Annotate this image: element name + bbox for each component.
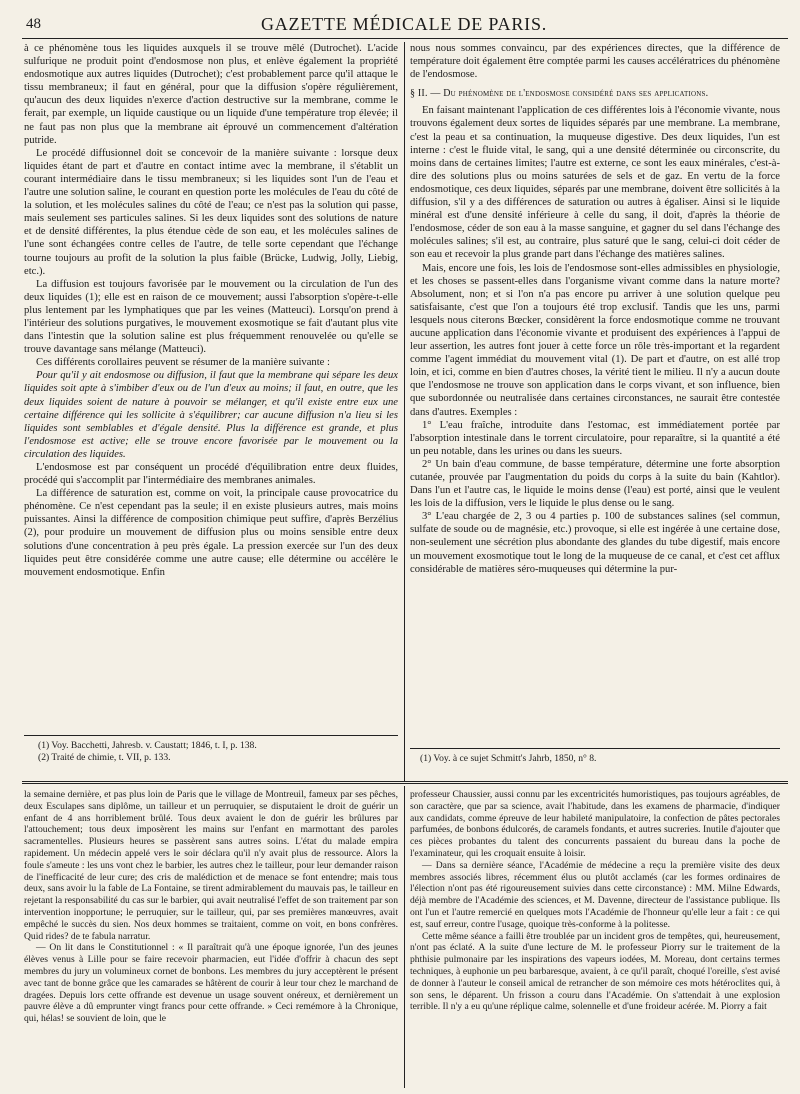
- footnotes-left: [38, 740, 398, 770]
- paragraph: En faisant maintenant l'application de ces différentes lois à l'économie vivante, nous trouvons également deux sortes de liquides séparés par une membrane. La membrane, c'est la peau et sa continuation, la muqueuse digestive. Des deux liquides, l'un est interne : c'est le fluide vital, le sang, qui a une densité déterminée ou circonscrite, du moins dans de certaines limites; l'autre est externe, ce sont les eaux minérales, c'est-à-dire des solutions plus ou moins saturées de sels et de gaz. En vertu de la force endosmotique, ces deux liquides, séparés par une membrane, doivent être sollicités à la diffusion, s'il y a des différences de saturation ou autres à égaliser. Ainsi si le liquide minéral est d'une densité inférieure à celle du sang, il doit, d'après la théorie de l'endosmose, céder de son eau à la masse sanguine, et gagner du sel dans l'échange des molécules salines; s'il est, au contraire, plus saturé que le sang, celui-ci doit céder de son eau et recevoir la plus grande part dans l'échange des matières salines.: [410, 105, 780, 261]
- paragraph: — Dans sa dernière séance, l'Académie de médecine a reçu la première visite des deux membres associés libres, récemment élus ou plutôt acclamés (car les formes ordinaires de l'élection n'ont pas été rigoureusement suivies dans cette circonstance) : MM. Milne Edwards, déjà membre de l'Académie des sciences, et M. Davenne, directeur de l'assistance publique. Ils ont l'un et l'autre remercié en quelques mots l'Académie de l'honneur qu'elle leur a fait : ce qui est, sauf erreur, contre l'usage, quoique très-conforme à la politesse.: [410, 859, 780, 930]
- section-separator: [22, 781, 788, 784]
- footnote: (1) Voy. à ce sujet Schmitt's Jahrb, 1850, n° 8.: [420, 753, 597, 764]
- paragraph: La différence de saturation est, comme on voit, la principale cause provocatrice du phénomène. Ce n'est cependant pas la seule; il en existe plusieurs autres, mais moins puissantes. Ainsi la différence de composition chimique peut suffire, d'après Berzélius (2), pour produire un mouvement de diffusion plus ou moins sensible entre deux solutions d'une concentration à peu près égale. La pression exercée sur l'un des deux liquides peut être considérée comme une autre cause; elle détermine ou accélère le mouvement endosmotique. Enfin: [24, 488, 398, 578]
- page-header: [22, 10, 786, 36]
- paragraph: Mais, encore une fois, les lois de l'endosmose sont-elles admissibles en physiologie, et les choses se passent-elles dans l'organisme vivant comme dans la nature morte? Absolument, non; et si l'on n'a pas encore pu arriver à une solution quelque peu satisfaisante, c'est que l'on a toujours été trop exclusif. Tandis que les uns, parmi lesquels nous citerons Bœcker, considèrent la force endosmotique comme ne trouvant aucune application dans l'économie vivante et produisent des expériences à l'appui de leur assertion, les autres font jouer à cette force un rôle très-important et la regardent comme l'agent immédiat du mouvement vital (1). De part et d'autre, on est allé trop loin, et ici, comme en bien d'autres choses, la vérité tient le milieu. Il n'y a aucun doute que l'endosmose ne trouve son application dans le corps vivant, et son influence, bien que subordonnée ou neutralisée dans certaines circonstances, ne saurait être contestée dans d'autres. Exemples :: [410, 262, 780, 418]
- paragraph: 3° L'eau chargée de 2, 3 ou 4 parties p. 100 de substances salines (sel commun, sulfate de soude ou de magnésie, etc.) provoque, si elle est ingérée à une certaine dose, non-seulement une sécrétion plus abondante des glandes du tube digestif, mais encore un mouvement exosmotique tout le long de la muqueuse de ce canal, et c'est cet afflux considérable de matières séro-muqueuses qui détermine la pur-: [410, 511, 780, 575]
- lower-right-column: [410, 789, 780, 1087]
- paragraph: 2° Un bain d'eau commune, de basse température, détermine une forte absorption cutanée, prouvée par l'augmentation du poids du corps à la suite du bain (Kahtlor). Dans l'un et l'autre cas, le liquide le moins dense (l'eau) est porté, ainsi que le veulent les lois de la diffusion, vers le liquide le plus dense ou le sang.: [410, 458, 780, 510]
- paragraph: La diffusion est toujours favorisée par le mouvement ou la circulation de l'un des deux liquides (1); elle est en raison de ce mouvement; aussi l'absorption s'opère-t-elle plus lentement par les lymphatiques que par les veines (Matteuci). Lorsqu'on prend à l'intérieur des solutions purgatives, le mouvement exosmotique se fait d'autant plus vite dans l'intestin que la solution saline est plus fréquemment renouvelée ou qu'elle se trouve davantage sans mélange (Matteuci).: [24, 278, 398, 356]
- footnote-rule-right: [410, 748, 780, 749]
- paragraph: la semaine dernière, et pas plus loin de Paris que le village de Montreuil, fameux par ses pêches, deux Esculapes sans diplôme, un tailleur et un perruquier, se disputaient le droit de guérir un enfant de 4 ans horriblement brûlé. Tous deux avaient le don de guérir les brûlures par l'attouchement; tous deux imposèrent les mains sur l'enfant en marmottant des paroles sacramentelles. Plusieurs heures se passèrent sans autres soins. L'état du malade empira rapidement. Un médecin appelé vers le soir déclara qu'il n'y avait plus de ressource. Alors la foule s'ameute : les uns vont chez le barbier, les autres chez le tailleur, pour leur demander raison de l'inefficacité de leur cure; des cris de malédiction et de menace se font entendre; mais tous deux, sans avoir lu la fable de La Fontaine, se tirent admirablement du mauvais pas, le tailleur en rejetant la responsabilité du cas sur le barbier, qui avait neutralisé l'effet de son traitement par son intervention inopportune; le perruquier, sur le tailleur, qui, par ses premières manœuvres, avait empêché le succès du sien. Nos deux hommes se traitaient, comme on voit, en bons confrères. Quid rides? de te fabula narratur.: [24, 789, 398, 942]
- upper-left-column: [24, 42, 398, 730]
- paragraph: à ce phénomène tous les liquides auxquels il se trouve mêlé (Dutrochet). L'acide sulfurique ne produit point d'endosmose non plus, et enlève également la propriété endosmotique aux autres liquides (Dutrochet); c'est probablement parce qu'il attaque le tissu membraneux; il faut en général, pour que la diffusion s'opère régulièrement, qu'aucun des deux liquides n'exerce d'action destructive sur la membrane, comme le ferait, par exemple, un liquide caustique ou un liquide d'une température trop élevée; il ne faut pas non plus que la membrane ait éprouvé un commencement d'altération putride.: [24, 43, 398, 146]
- paragraph: nous nous sommes convaincu, par des expériences directes, que la différence de température doit également être comptée parmi les causes accélératrices du phénomène de l'endosmose.: [410, 43, 780, 81]
- page-number: 48: [26, 16, 41, 32]
- journal-title: GAZETTE MÉDICALE DE PARIS.: [260, 14, 548, 34]
- lower-column-divider: [404, 786, 405, 1088]
- paragraph: professeur Chaussier, aussi connu par les excentricités humoristiques, pas toujours agréables, de son caractère, que par sa science, avait l'habitude, dans les examens de pharmacie, d'indiquer aux candidats, comme épreuve de leur habileté manipulatoire, la confection de pâtes pectorales parfumées, de bonbons édulcorés, de caramels fondants, et autres sucreries. Inutile d'ajouter que ces pièces probantes du talent des concurrents passaient du bureau dans la poche de l'examinateur, qui les croquait ensuite à loisir.: [410, 789, 780, 859]
- paragraph: Le procédé diffusionnel doit se concevoir de la manière suivante : lorsque deux liquides étant de part et d'autre en contact intime avec la membrane, il s'établit un courant intermédiaire dans le tissu membraneux; si les liquides sont l'un de l'eau et l'autre une solution saline, le courant en question porte les molécules de l'eau du côté de la solution, et les molécules salines du côté de l'eau; ce n'est pas la solution qui passe, mais seulement ses particules salines. Si les deux liquides sont des solutions de nature et de densité différentes, la plus étendue cède de son eau, et les molécules salines de l'une sont échangées contre celles de l'autre, de telle sorte cependant que l'échange tourne toujours au profit de la solution la plus faible (Brücke, Ludwig, Jolly, Liebig, etc.).: [24, 147, 398, 277]
- paragraph: Ces différents corollaires peuvent se résumer de la manière suivante :: [36, 357, 330, 369]
- italic-summary-text: Pour qu'il y ait endosmose ou diffusion, il faut que la membrane qui sépare les deux liquides soit apte à s'imbiber d'eux ou de l'un d'eux au moins; il faut, en outre, que les deux liquides soient de nature à pouvoir se mélanger, et qu'il existe entre eux une certaine différence qui les sollicite à s'équilibrer; car aucune diffusion n'a lieu si les liquides sont semblables et d'égale densité. Plus la différence est grande, et plus l'endosmose est active; elle se trouve encore favorisée par le mouvement ou la circulation des liquides.: [24, 370, 398, 460]
- paragraph: L'endosmose est par conséquent un procédé d'équilibration entre deux fluides, procédé qui s'accomplit par l'intermédiaire des membranes animales.: [24, 462, 398, 487]
- footnote: (2) Traité de chimie, t. VII, p. 133.: [38, 752, 171, 763]
- paragraph: Cette même séance a failli être troublée par un incident gros de tempêtes, qui, heureusement, n'ont pas éclaté. A la suite d'une lecture de M. le professeur Piorry sur le traitement de la phthisie pulmonaire par les inspirations des vapeurs iodées, M. Moreau, dont certains termes techniques, à euphonie un peu barbaresque, avaient, à ce qu'il paraît, choqué l'oreille, s'est avisé de donner à l'auteur le conseil amical de retrancher de son mémoire ces mots hétéroclites qui, à son sens, le déparent. Un frisson a couru dans l'Académie. On s'attendait à une explosion terrible. Il n'y a eu qu'une réplique calme, solennelle et d'une froideur acérée. M. Piorry a fait: [410, 930, 780, 1013]
- italic-summary: [24, 369, 398, 461]
- header-rule: [22, 38, 788, 39]
- column-divider: [404, 42, 405, 782]
- footnote: (1) Voy. Bacchetti, Jahresb. v. Caustatt; 1846, t. I, p. 138.: [38, 740, 257, 751]
- footnotes-right: [420, 753, 780, 769]
- section-heading: § II. — Du phénomène de l'endosmose considéré dans ses applications.: [410, 88, 709, 100]
- footnote-rule-left: [24, 735, 398, 736]
- paragraph: — On lit dans le Constitutionnel : « Il paraîtrait qu'à une époque ignorée, l'un des jeunes élèves venus à Lille pour se faire recevoir pharmacien, eut l'idée d'offrir à chacun des sept membres du jury un volumineux cornet de bonbons. Les membres du jury acceptèrent le présent avec tant de bonne grâce que les camarades se hâtèrent de courir à leur tour chez le marchand de dragées. Depuis lors cette offrande est devenue un usage souvent onéreux, et dernièrement un pauvre élève a dû emprunter vingt francs pour cette offrande. » Ceci remémore à la Chronique, qui, hélas! se souvient de loin, que le: [24, 942, 398, 1025]
- lower-left-column: [24, 789, 398, 1087]
- paragraph: 1° L'eau fraîche, introduite dans l'estomac, est immédiatement portée par l'absorption intestinale dans le torrent circulatoire, pour reparaître, si la quantité a été un peu notable, dans les urines ou dans les sueurs.: [410, 419, 780, 457]
- upper-right-column: [410, 42, 780, 730]
